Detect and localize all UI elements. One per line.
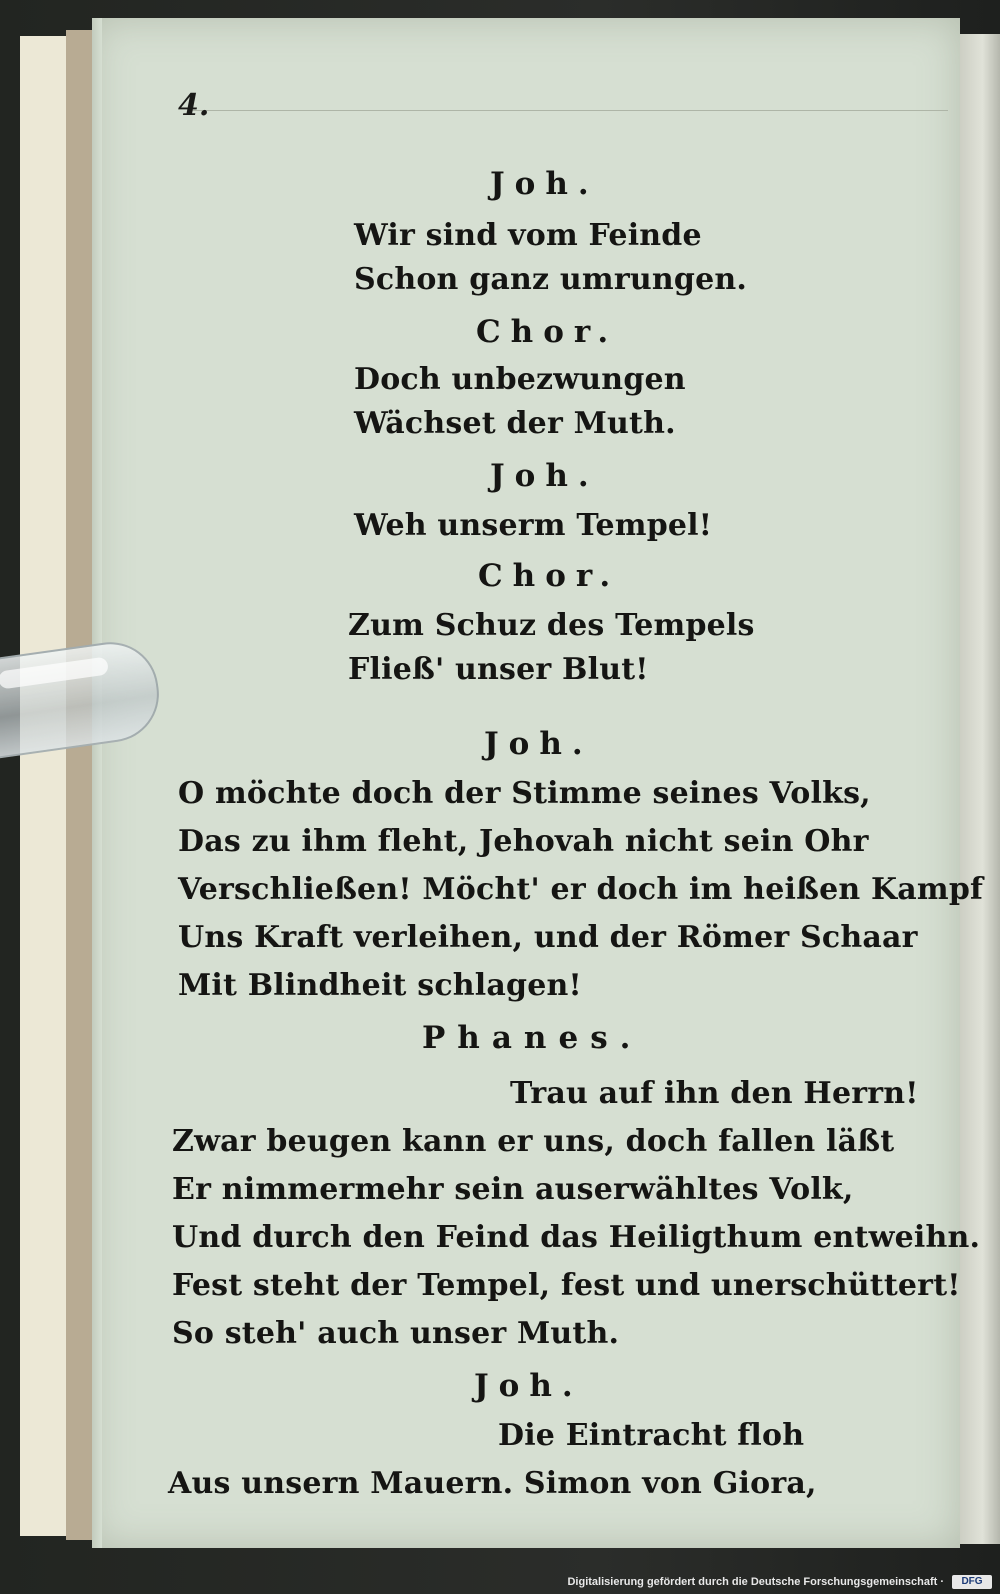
verse-line: Zwar beugen kann er uns, doch fallen läßt — [172, 1124, 895, 1159]
verse-line: Trau auf ihn den Herrn! — [510, 1076, 919, 1111]
verse-line: Uns Kraft verleihen, und der Römer Schaar — [178, 920, 918, 955]
facing-page-edge — [956, 34, 1000, 1544]
verse-line: Fließ' unser Blut! — [348, 652, 649, 687]
verse-line: Aus unsern Mauern. Simon von Giora, — [168, 1466, 817, 1501]
digitization-credit: Digitalisierung gefördert durch die Deutsche Forschungsgemeinschaft · — [567, 1576, 944, 1588]
verse-line: Wir sind vom Feinde — [354, 218, 702, 253]
page-fold — [92, 18, 102, 1548]
verse-line: Verschließen! Möcht' er doch im heißen Kampf — [178, 872, 984, 907]
verse-line: Er nimmermehr sein auserwähltes Volk, — [172, 1172, 854, 1207]
verse-line: Wächset der Muth. — [354, 406, 676, 441]
speaker-label: Phanes. — [422, 1020, 643, 1056]
verse-line: Fest steht der Tempel, fest und unerschüttert! — [172, 1268, 961, 1303]
verse-line: Das zu ihm fleht, Jehovah nicht sein Ohr — [178, 824, 869, 859]
page-number: 4. — [178, 88, 210, 123]
speaker-label: Joh. — [490, 166, 599, 202]
verse-line: So steh' auch unser Muth. — [172, 1316, 620, 1351]
glass-shine — [0, 656, 109, 689]
verse-line: Doch unbezwungen — [354, 362, 686, 397]
speaker-label: Joh. — [490, 458, 599, 494]
speaker-label: Chor. — [476, 314, 619, 350]
verse-line: Schon ganz umrungen. — [354, 262, 748, 297]
verse-line: Zum Schuz des Tempels — [348, 608, 755, 643]
header-rule — [188, 110, 948, 111]
verse-line: Mit Blindheit schlagen! — [178, 968, 582, 1003]
dfg-logo: DFG — [952, 1575, 992, 1589]
speaker-label: Joh. — [484, 726, 593, 762]
verse-line: Die Eintracht floh — [498, 1418, 805, 1453]
verse-line: Weh unserm Tempel! — [354, 508, 713, 543]
speaker-label: Chor. — [478, 558, 621, 594]
verse-line: O möchte doch der Stimme seines Volks, — [178, 776, 871, 811]
speaker-label: Joh. — [474, 1368, 583, 1404]
verse-line: Und durch den Feind das Heiligthum entweihn. — [172, 1220, 981, 1255]
book-page — [92, 18, 984, 1548]
